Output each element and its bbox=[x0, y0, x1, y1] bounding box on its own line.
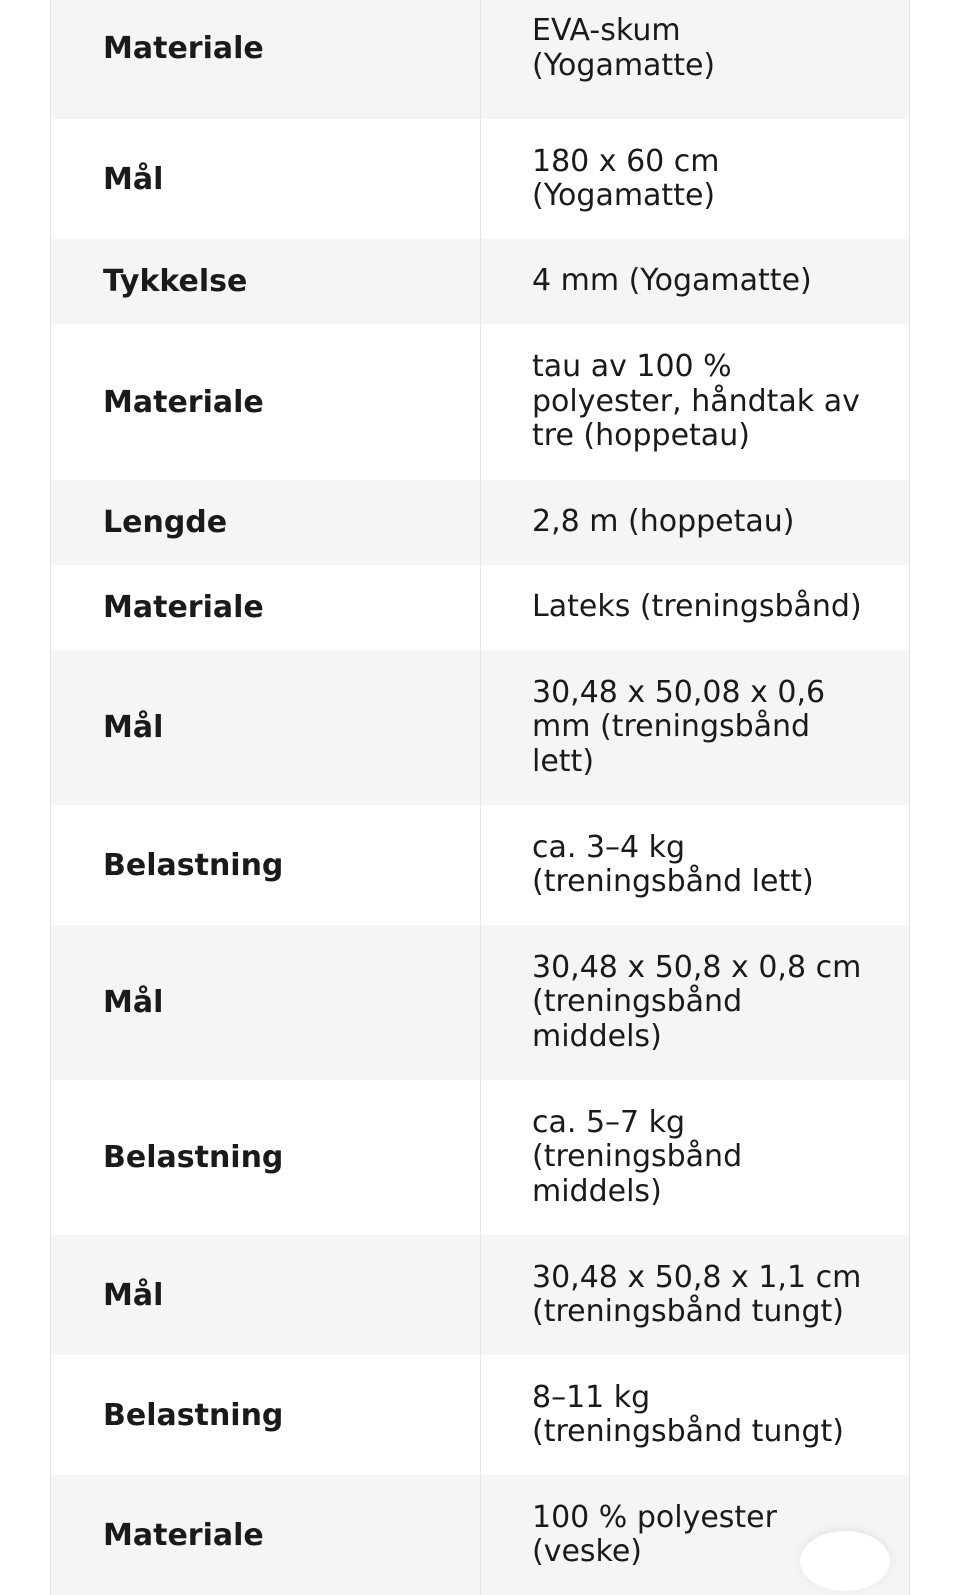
spec-row bbox=[51, 0, 909, 119]
spec-key: Mål bbox=[51, 925, 481, 1080]
spec-key: Tykkelse bbox=[51, 239, 481, 324]
spec-value: 2,8 m (hoppetau) bbox=[532, 504, 795, 540]
spec-row bbox=[51, 805, 909, 925]
spec-row bbox=[51, 1355, 909, 1475]
spec-row bbox=[51, 925, 909, 1080]
spec-row bbox=[51, 650, 909, 805]
spec-value: tau av 100 % polyester, håndtak av tre (hoppetau) bbox=[532, 349, 860, 454]
spec-value: 30,48 x 50,8 x 1,1 cm (treningsbånd tungt) bbox=[532, 1259, 862, 1329]
spec-value: ca. 3–4 kg (treningsbånd lett) bbox=[532, 829, 814, 899]
spec-row bbox=[51, 1080, 909, 1235]
spec-row bbox=[51, 1475, 909, 1595]
spec-row bbox=[51, 480, 909, 565]
spec-value: ca. 5–7 kg (treningsbånd middels) bbox=[532, 1104, 743, 1209]
floating-button-edge[interactable] bbox=[800, 1531, 890, 1591]
spec-key: Mål bbox=[51, 119, 481, 239]
spec-value: 30,48 x 50,8 x 0,8 cm (treningsbånd middels) bbox=[532, 949, 862, 1054]
spec-key: Materiale bbox=[51, 1475, 481, 1595]
spec-key: Belastning bbox=[51, 1355, 481, 1475]
spec-value: EVA-skum (Yogamatte) bbox=[532, 13, 716, 83]
spec-value: Lateks (treningsbånd) bbox=[532, 589, 862, 625]
spec-key: Materiale bbox=[51, 565, 481, 650]
spec-row bbox=[51, 1235, 909, 1355]
spec-row bbox=[51, 119, 909, 239]
spec-key: Lengde bbox=[51, 480, 481, 565]
spec-key: Materiale bbox=[51, 324, 481, 480]
spec-key: Belastning bbox=[51, 805, 481, 925]
spec-value: 180 x 60 cm (Yogamatte) bbox=[532, 143, 720, 213]
spec-key: Belastning bbox=[51, 1080, 481, 1235]
spec-row bbox=[51, 565, 909, 650]
spec-key: Mål bbox=[51, 650, 481, 805]
spec-value: 4 mm (Yogamatte) bbox=[532, 263, 812, 299]
spec-table bbox=[50, 0, 910, 1595]
spec-value: 100 % polyester (veske) bbox=[532, 1499, 777, 1569]
spec-value: 8–11 kg (treningsbånd tungt) bbox=[532, 1379, 844, 1449]
spec-value: 30,48 x 50,08 x 0,6 mm (treningsbånd lett) bbox=[532, 674, 826, 779]
spec-key: Materiale bbox=[51, 0, 481, 119]
spec-key: Mål bbox=[51, 1235, 481, 1355]
spec-row bbox=[51, 239, 909, 324]
spec-row bbox=[51, 324, 909, 480]
